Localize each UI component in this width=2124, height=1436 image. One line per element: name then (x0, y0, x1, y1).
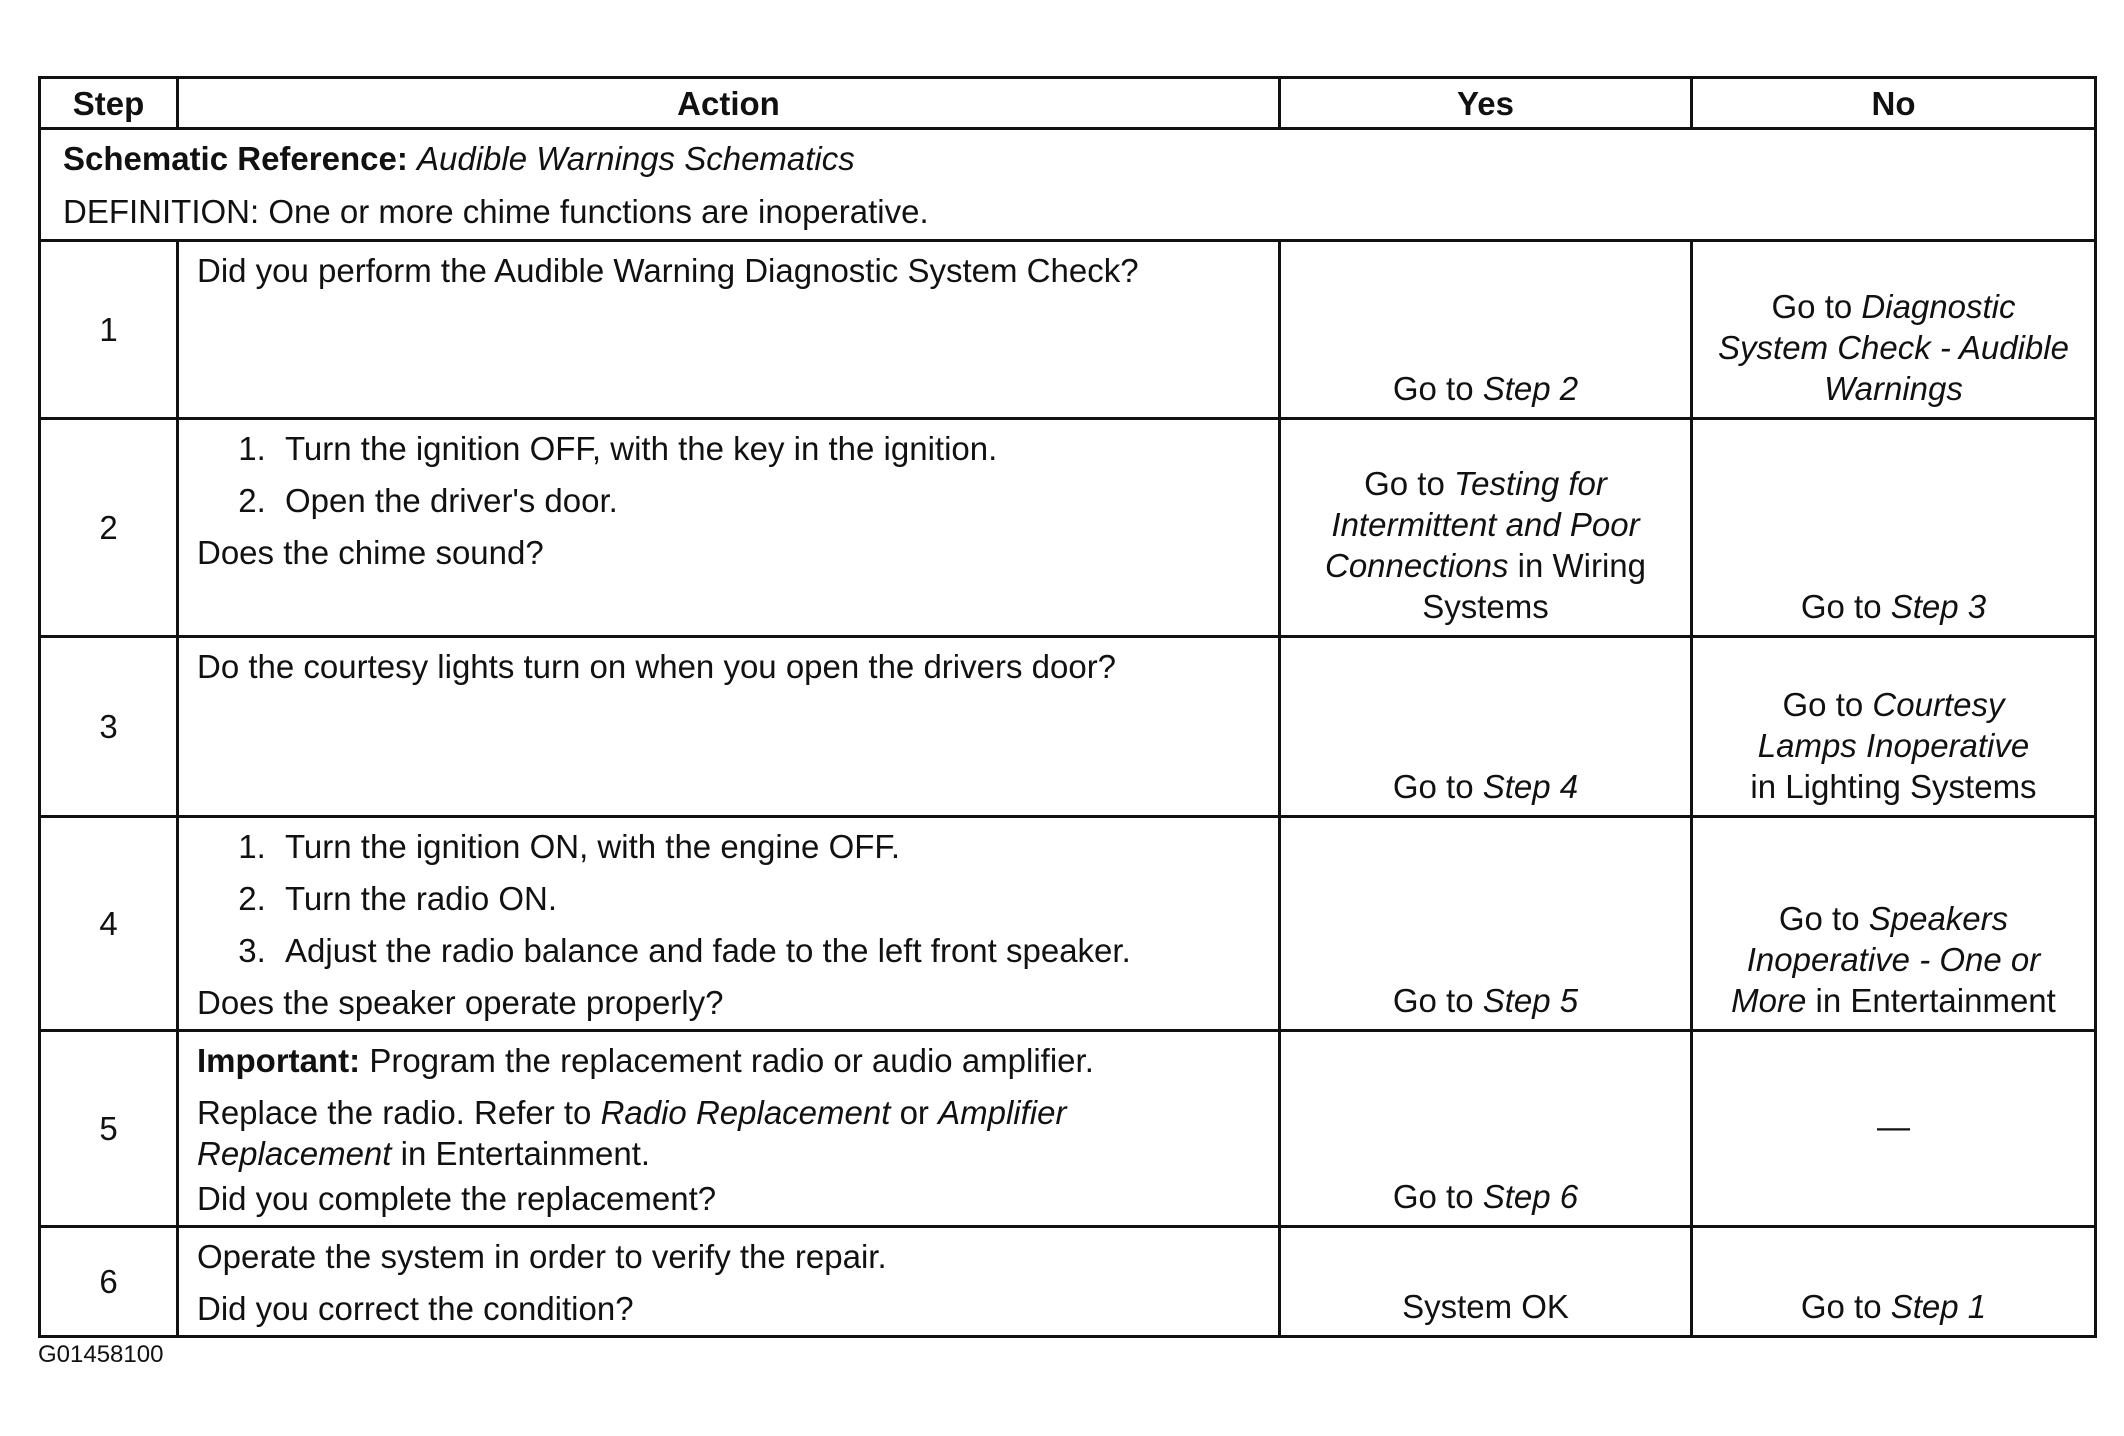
no-cell (1692, 1227, 2096, 1337)
action-question: Does the chime sound? (197, 534, 544, 571)
yes-cell (1280, 1031, 1692, 1227)
yes-link[interactable]: Step 2 (1482, 370, 1579, 407)
table-row (40, 817, 2096, 1031)
definition-text: DEFINITION: One or more chime functions are inoperative. (63, 193, 929, 230)
header-step: Step (40, 78, 178, 129)
action-question: Did you correct the condition? (197, 1290, 634, 1327)
no-suffix: in Entertainment (1815, 982, 2056, 1019)
schematic-link[interactable]: Audible Warnings Schematics (417, 140, 855, 177)
step-number: 5 (40, 1031, 178, 1227)
action-cell (178, 241, 1280, 419)
replace-or: or (899, 1094, 929, 1131)
no-prefix: Go to (1800, 588, 1882, 625)
important-label: Important: (197, 1042, 361, 1079)
header-yes: Yes (1280, 78, 1692, 129)
header-action: Action (178, 78, 1280, 129)
diagnostic-table (38, 76, 2097, 1338)
no-prefix: Go to (1782, 686, 1864, 723)
action-cell (178, 419, 1280, 637)
no-prefix: Go to (1778, 900, 1860, 937)
no-suffix: in Lighting Systems (1750, 768, 2037, 805)
no-link[interactable]: Courtesy Lamps Inoperative (1757, 686, 2030, 764)
action-cell (178, 817, 1280, 1031)
yes-link[interactable]: Step 4 (1482, 768, 1579, 805)
radio-replacement-link[interactable]: Radio Replacement (600, 1094, 891, 1131)
no-link[interactable]: Step 3 (1890, 588, 1987, 625)
table-row (40, 1227, 2096, 1337)
yes-cell (1280, 241, 1692, 419)
yes-prefix: Go to (1392, 370, 1474, 407)
replace-instruction (197, 1092, 1260, 1174)
action-text: Did you perform the Audible Warning Diagnostic System Check? (197, 252, 1139, 289)
yes-link[interactable]: Step 6 (1482, 1178, 1579, 1215)
step-number: 6 (40, 1227, 178, 1337)
no-cell (1692, 241, 2096, 419)
action-question: Does the speaker operate properly? (197, 984, 724, 1021)
yes-link[interactable]: Step 5 (1482, 982, 1579, 1019)
yes-link[interactable]: Testing for Intermittent and Poor Connections (1325, 465, 1640, 584)
action-text: Do the courtesy lights turn on when you open the drivers door? (197, 648, 1117, 685)
yes-prefix: Go to (1364, 465, 1445, 502)
yes-cell (1280, 817, 1692, 1031)
no-prefix: Go to (1800, 1288, 1882, 1325)
yes-prefix: Go to (1392, 1178, 1474, 1215)
header-row (40, 78, 2096, 129)
no-link[interactable]: Step 1 (1890, 1288, 1987, 1325)
no-link[interactable]: Speakers Inoperative - One or More (1731, 900, 2041, 1019)
table-row (40, 241, 2096, 419)
action-text: Operate the system in order to verify the repair. (197, 1238, 887, 1275)
list-item: 2. Turn the radio ON. (275, 878, 1260, 919)
table-row (40, 637, 2096, 817)
no-link[interactable]: Diagnostic System Check - Audible Warnings (1718, 288, 2069, 407)
action-list (197, 428, 1260, 521)
action-cell (178, 1227, 1280, 1337)
list-item: 1. Turn the ignition ON, with the engine OFF. (275, 826, 1260, 867)
yes-suffix: in Wiring Systems (1422, 547, 1646, 625)
action-question: Did you complete the replacement? (197, 1180, 717, 1217)
yes-cell: System OK (1280, 1227, 1692, 1337)
replace-prefix: Replace the radio. Refer to (197, 1094, 592, 1131)
schematic-label: Schematic Reference: (63, 140, 408, 177)
step-number: 2 (40, 419, 178, 637)
action-cell (178, 1031, 1280, 1227)
important-note (197, 1040, 1260, 1081)
list-item: 1. Turn the ignition OFF, with the key in the ignition. (275, 428, 1260, 469)
list-item: 3. Adjust the radio balance and fade to the left front speaker. (275, 930, 1260, 971)
list-item: 2. Open the driver's door. (275, 480, 1260, 521)
step-number: 4 (40, 817, 178, 1031)
schematic-reference (63, 138, 2072, 179)
replace-suffix: in Entertainment. (400, 1135, 651, 1172)
table-row (40, 419, 2096, 637)
yes-prefix: Go to (1392, 982, 1474, 1019)
header-no: No (1692, 78, 2096, 129)
intro-cell (40, 129, 2096, 241)
no-cell (1692, 419, 2096, 637)
no-prefix: Go to (1771, 288, 1853, 325)
figure-id: G01458100 (38, 1341, 164, 1368)
step-number: 1 (40, 241, 178, 419)
important-text: Program the replacement radio or audio amplifier. (369, 1042, 1094, 1079)
yes-cell (1280, 419, 1692, 637)
intro-row (40, 129, 2096, 241)
action-list (197, 826, 1260, 971)
table-row (40, 1031, 2096, 1227)
amplifier-replacement-link[interactable]: Amplifier Replacement (197, 1094, 1067, 1172)
no-cell (1692, 817, 2096, 1031)
no-cell: — (1692, 1031, 2096, 1227)
yes-prefix: Go to (1392, 768, 1474, 805)
no-cell (1692, 637, 2096, 817)
step-number: 3 (40, 637, 178, 817)
yes-cell (1280, 637, 1692, 817)
action-cell (178, 637, 1280, 817)
